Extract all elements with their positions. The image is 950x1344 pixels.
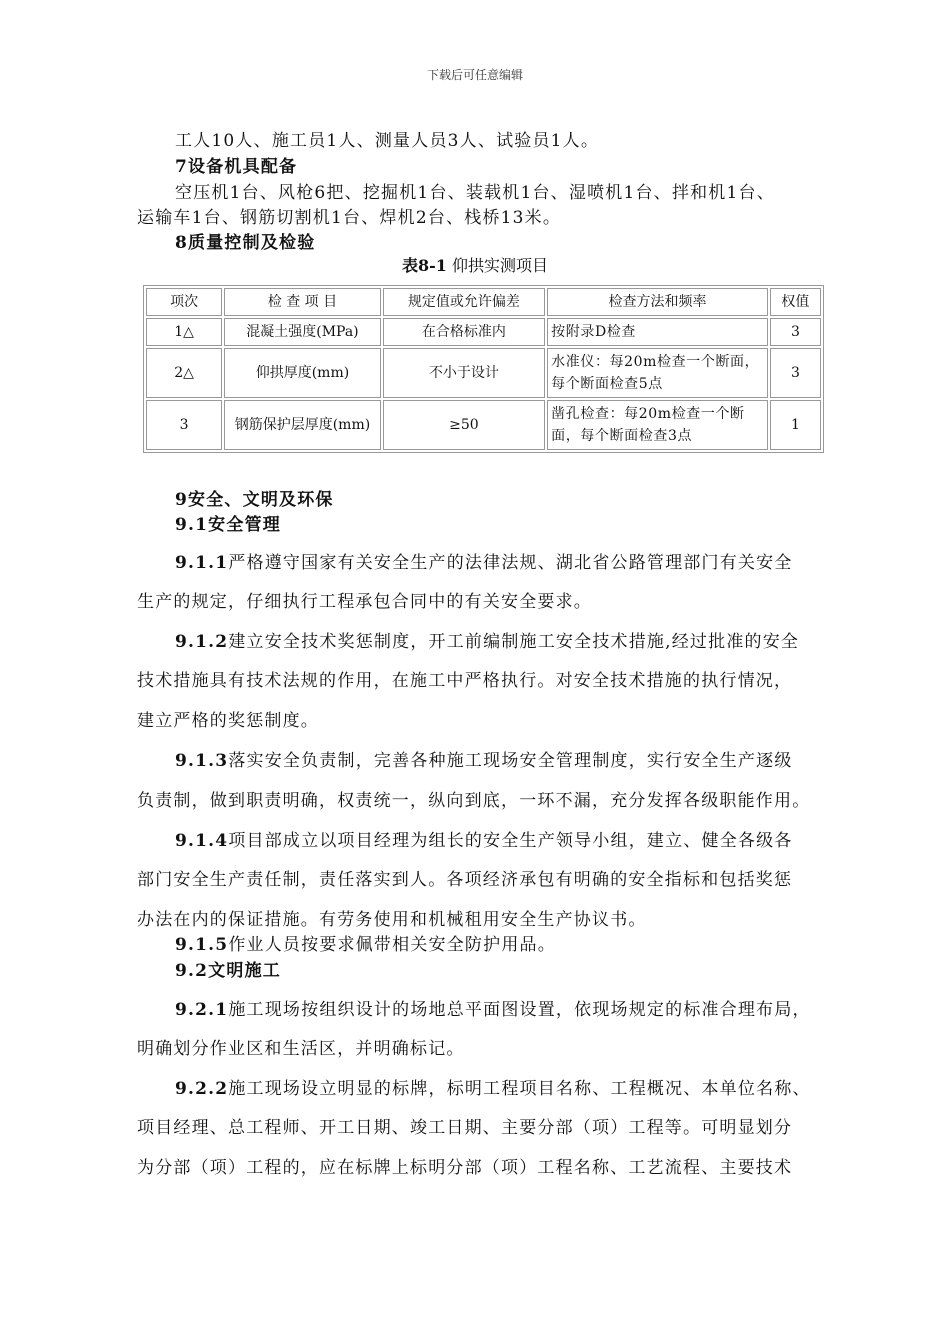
section-heading: 7设备机具配备 <box>175 157 298 177</box>
table-row <box>146 400 821 450</box>
section-number: 9.1.4 <box>175 831 229 851</box>
paragraph-line: 工人10人、施工员1人、测量人员3人、试验员1人。 <box>175 131 600 151</box>
cell-item: 钢筋保护层厚度(mm) <box>224 400 380 450</box>
cell-item: 仰拱厚度(mm) <box>224 348 380 398</box>
paragraph-line: 建立严格的奖惩制度。 <box>137 711 319 731</box>
paragraph-line: 项目经理、总工程师、开工日期、竣工日期、主要分部（项）工程等。可明显划分 <box>137 1118 793 1138</box>
paragraph-line: 生产的规定，仔细执行工程承包合同中的有关安全要求。 <box>137 592 592 612</box>
header-cell: 规定值或允许偏差 <box>383 288 545 316</box>
table-title: 仰拱实测项目 <box>452 256 549 275</box>
cell-method: 水准仪：每20m检查一个断面，每个断面检查5点 <box>547 348 768 398</box>
header-cell: 权值 <box>770 288 821 316</box>
cell-spec: 不小于设计 <box>383 348 545 398</box>
section-number: 9.1.5 <box>175 935 229 955</box>
cell-no: 2△ <box>146 348 222 398</box>
header-cell: 项次 <box>146 288 222 316</box>
paragraph-line: 空压机1台、风枪6把、挖掘机1台、装载机1台、湿喷机1台、拌和机1台、 <box>175 183 775 203</box>
cell-no: 1△ <box>146 318 222 346</box>
section-number: 9.1.2 <box>175 632 229 652</box>
paragraph-line: 9.1.2建立安全技术奖惩制度，开工前编制施工安全技术措施,经过批准的安全 <box>175 632 800 652</box>
table-row <box>146 318 821 346</box>
cell-item: 混凝土强度(MPa) <box>224 318 380 346</box>
section-number: 9.2.1 <box>175 1000 229 1020</box>
subsection-heading: 9.1安全管理 <box>175 515 281 535</box>
paragraph-line: 9.1.3落实安全负责制，完善各种施工现场安全管理制度，实行安全生产逐级 <box>175 751 793 771</box>
cell-spec: 在合格标准内 <box>383 318 545 346</box>
paragraph-line: 办法在内的保证措施。有劳务使用和机械租用安全生产协议书。 <box>137 910 647 930</box>
paragraph-line: 负责制，做到职责明确，权责统一，纵向到底，一环不漏，充分发挥各级职能作用。 <box>137 791 811 811</box>
cell-no: 3 <box>146 400 222 450</box>
header-cell: 检 查 项 目 <box>224 288 380 316</box>
page-header: 下载后可任意编辑 <box>426 68 523 82</box>
section-heading: 8质量控制及检验 <box>175 233 316 253</box>
table-row <box>146 348 821 398</box>
cell-method: 凿孔检查：每20m检查一个断面，每个断面检查3点 <box>547 400 768 450</box>
section-number: 9.2.2 <box>175 1079 229 1099</box>
section-number: 9.1.3 <box>175 751 229 771</box>
paragraph-line: 明确划分作业区和生活区，并明确标记。 <box>137 1039 465 1059</box>
cell-weight: 3 <box>770 318 821 346</box>
section-number: 9.1.1 <box>175 553 229 573</box>
paragraph-line: 为分部（项）工程的，应在标牌上标明分部（项）工程名称、工艺流程、主要技术 <box>137 1158 793 1178</box>
paragraph-line: 9.1.4项目部成立以项目经理为组长的安全生产领导小组，建立、健全各级各 <box>175 831 793 851</box>
section-heading: 9安全、文明及环保 <box>175 490 334 510</box>
cell-method: 按附录D检查 <box>547 318 768 346</box>
cell-weight: 3 <box>770 348 821 398</box>
table-number: 表8-1 <box>401 256 447 275</box>
cell-weight: 1 <box>770 400 821 450</box>
paragraph-line: 9.1.5作业人员按要求佩带相关安全防护用品。 <box>175 935 556 955</box>
cell-spec: ≥50 <box>383 400 545 450</box>
table-header-row <box>146 288 821 316</box>
subsection-heading: 9.2文明施工 <box>175 961 281 981</box>
paragraph-line: 部门安全生产责任制，责任落实到人。各项经济承包有明确的安全指标和包括奖惩 <box>137 870 793 890</box>
inspection-table <box>143 285 824 453</box>
header-cell: 检查方法和频率 <box>547 288 768 316</box>
paragraph-line: 9.2.2施工现场设立明显的标牌，标明工程项目名称、工程概况、本单位名称、 <box>175 1079 811 1099</box>
paragraph-line: 技术措施具有技术法规的作用，在施工中严格执行。对安全技术措施的执行情况， <box>137 671 793 691</box>
paragraph-line: 9.1.1严格遵守国家有关安全生产的法律法规、湖北省公路管理部门有关安全 <box>175 553 793 573</box>
paragraph-line: 9.2.1施工现场按组织设计的场地总平面图设置，依现场规定的标准合理布局， <box>175 1000 811 1020</box>
paragraph-line: 运输车1台、钢筋切割机1台、焊机2台、栈桥13米。 <box>137 208 562 228</box>
table-caption <box>0 253 950 276</box>
